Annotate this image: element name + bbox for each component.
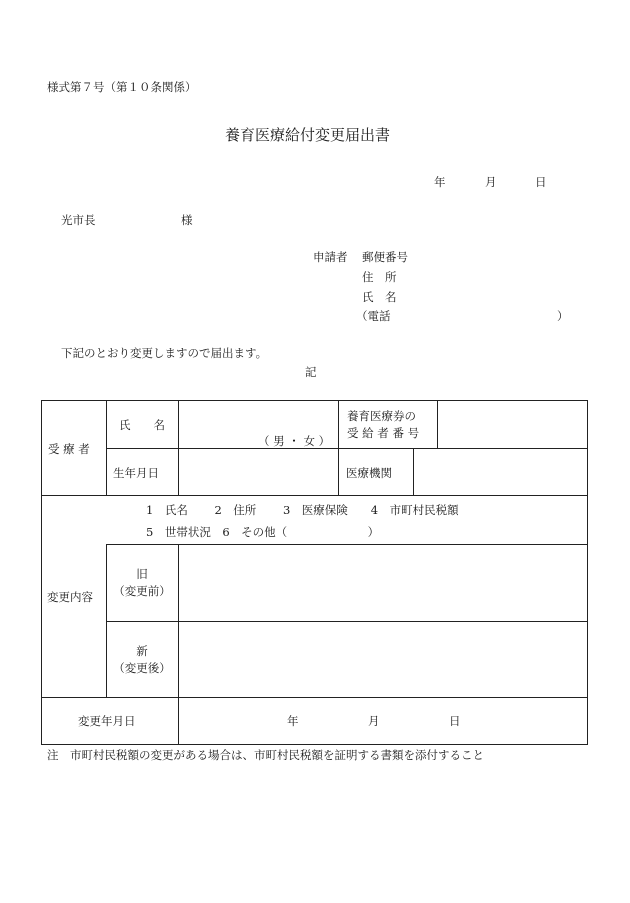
old-label: 旧 [136,567,148,581]
change-content-label: 変更内容 [47,590,93,604]
change-date-day: 日 [449,714,461,728]
ki-label: 記 [305,365,317,379]
date-month-label: 月 [485,175,497,189]
change-options-row2[interactable]: 5 世帯状況 6 その他（ ） [146,525,380,539]
cert-label-line2: 受 給 者 番 号 [347,426,420,440]
statement: 下記のとおり変更しますので届出ます。 [61,346,268,360]
dob-label: 生年月日 [113,466,159,480]
date-year-label: 年 [434,175,446,189]
new-sublabel: （変更後） [113,661,171,675]
applicant-name-label: 氏 名 [362,290,397,304]
addressee-name: 光市長 [61,213,96,227]
new-label: 新 [136,644,148,658]
change-date-month: 月 [368,714,380,728]
applicant-address-label: 住 所 [362,270,397,284]
applicant-phone-label: （電話 [356,309,391,323]
addressee-honorific: 様 [181,213,193,227]
recipient-label: 受 療 者 [48,442,90,456]
old-sublabel: （変更前） [113,584,171,598]
change-date-year: 年 [287,714,299,728]
applicant-phone-close: ） [557,309,569,323]
name-label: 氏 名 [119,418,165,432]
institution-label: 医療機関 [346,466,392,480]
cert-label-line1: 養育医療券の [347,409,416,423]
change-date-label: 変更年月日 [78,714,136,728]
form-title: 養育医療給付変更届出書 [225,126,391,144]
applicant-postal-label: 郵便番号 [362,250,408,264]
change-options-row1[interactable]: 1 氏名 2 住所 3 医療保険 4 市町村民税額 [146,503,459,517]
gender-field[interactable]: （ 男 ・ 女 ） [258,434,331,448]
form-number: 様式第７号（第１０条関係） [47,80,197,94]
footnote: 注 市町村民税額の変更がある場合は、市町村民税額を証明する書類を添付すること [47,748,484,762]
date-day-label: 日 [535,175,547,189]
applicant-label: 申請者 [313,250,348,264]
